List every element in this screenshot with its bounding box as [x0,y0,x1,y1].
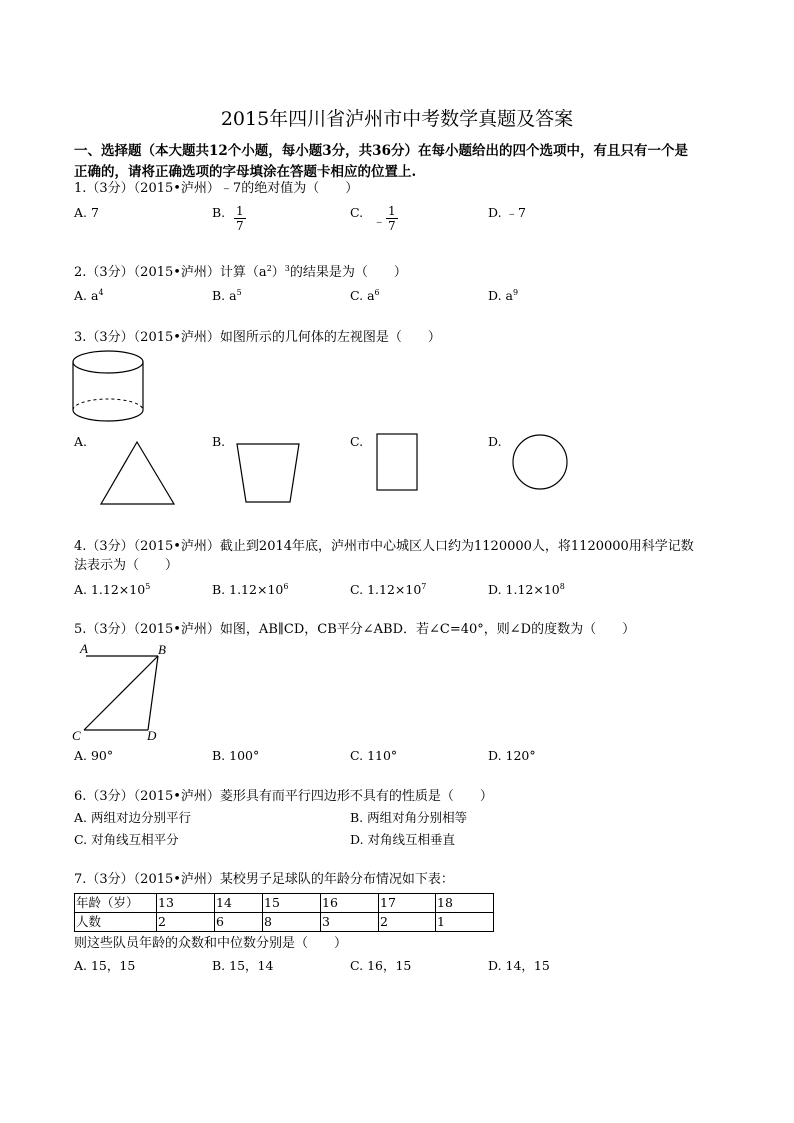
q1-stem: 1.（3分）（2015•泸州）﹣7的绝对值为（ ） [74,181,359,196]
q1-b-numerator: 1 [236,204,244,218]
q7-option-a: A. 15，15 [74,958,136,973]
q2-stem-sup2: 3 [284,264,290,273]
q4-b-sup: 6 [283,582,289,591]
q3-stem: 3.（3分）（2015•泸州）如图所示的几何体的左视图是（ ） [74,330,441,345]
q3-option-a-letter: A. [74,434,88,449]
section-heading-line2: 正确的，请将正确选项的字母填涂在答题卡相应的位置上. [74,164,417,180]
triangle-figure [100,441,176,505]
q2-d-text: D. a [488,288,513,303]
q6-stem: 6.（3分）（2015•泸州）菱形具有而平行四边形不具有的性质是（ ） [74,789,493,804]
q4-option-d [488,581,565,599]
q2-a-sup: 4 [98,288,104,297]
age-distribution-table [74,893,494,932]
q7-option-d: D. 14，15 [488,958,550,973]
q3-option-b-letter: B. [212,434,226,449]
q1-option-c-fraction [386,204,398,233]
table-cell: 15 [263,894,321,913]
document-title: 2015年四川省泸州市中考数学真题及答案 [220,108,574,130]
table-cell: 14 [215,894,263,913]
q1-option-b-fraction [234,204,246,233]
table-row [75,913,494,932]
q2-b-text: B. a [212,288,237,303]
q3-option-d-letter: D. [488,434,502,449]
q7-option-b: B. 15，14 [212,958,274,973]
q2-stem-post: 的结果是为（ ） [289,265,407,280]
q1-option-c-sign: ﹣ [373,213,386,228]
q7-option-c: C. 16，15 [350,958,412,973]
q2-stem [74,264,407,282]
q2-stem-sup1: 2 [266,264,272,273]
q4-a-sup: 5 [145,582,151,591]
section-heading-line1: 一、选择题（本大题共12个小题，每小题3分，共36分）在每小题给出的四个选项中，有且只有一个是 [74,143,688,159]
q6-option-c: C. 对角线互相平分 [74,832,179,847]
q4-c-text: C. 1.12×10 [350,582,422,597]
q4-option-b [212,581,288,599]
q1-option-c-letter: C. [350,205,364,220]
q2-c-text: C. a [350,288,375,303]
q4-b-text: B. 1.12×10 [212,582,284,597]
q6-option-b: B. 两组对角分别相等 [350,810,468,825]
q1-option-d: D. ﹣7 [488,205,526,220]
table-cell: 2 [379,913,436,932]
q1-b-denominator: 7 [236,219,244,233]
q5-label-d: D [147,728,157,743]
q2-stem-mid: ） [271,265,285,280]
q1-option-a: A. 7 [74,205,99,220]
parallel-lines-figure [72,640,176,746]
table-cell: 17 [379,894,436,913]
cylinder-figure [72,350,146,426]
q5-label-a: A [80,641,88,656]
table-cell: 年龄（岁） [75,894,157,913]
q2-a-text: A. a [74,288,99,303]
table-row [75,894,494,913]
table-cell: 2 [157,913,215,932]
q5-option-d: D. 120° [488,748,536,763]
q2-stem-pre: 2.（3分）（2015•泸州）计算（a [74,265,267,280]
circle-figure [511,433,569,491]
table-cell: 1 [436,913,494,932]
q4-d-sup: 8 [559,582,565,591]
trapezoid-figure [236,443,300,503]
table-cell: 18 [436,894,494,913]
q4-a-text: A. 1.12×10 [74,582,146,597]
q2-c-sup: 6 [374,288,380,297]
table-cell: 16 [321,894,379,913]
q7-stem: 7.（3分）（2015•泸州）某校男子足球队的年龄分布情况如下表： [74,872,454,887]
q7-question: 则这些队员年龄的众数和中位数分别是（ ） [74,936,348,951]
q5-stem: 5.（3分）（2015•泸州）如图，AB∥CD，CB平分∠ABD．若∠C=40°，则∠D的度数为（ ） [74,622,636,637]
table-cell: 3 [321,913,379,932]
q5-label-b: B [158,642,166,657]
q1-c-denominator: 7 [388,219,396,233]
table-cell: 6 [215,913,263,932]
q2-option-a [74,287,104,305]
q1-option-b-letter: B. [212,205,226,220]
table-cell: 人数 [75,913,157,932]
q4-d-text: D. 1.12×10 [488,582,560,597]
q4-option-c [350,581,426,599]
q5-option-b: B. 100° [212,748,260,763]
table-cell: 8 [263,913,321,932]
q5-option-a: A. 90° [74,748,114,763]
q2-option-c [350,287,380,305]
q5-label-c: C [72,728,81,743]
table-cell: 13 [157,894,215,913]
q2-option-d [488,287,518,305]
q1-c-numerator: 1 [388,204,396,218]
q4-option-a [74,581,150,599]
q6-option-a: A. 两组对边分别平行 [74,810,191,825]
q3-option-c-letter: C. [350,434,364,449]
q5-option-c: C. 110° [350,748,398,763]
q6-option-d: D. 对角线互相垂直 [350,832,456,847]
q2-d-sup: 9 [512,288,519,297]
q4-c-sup: 7 [421,582,427,591]
q4-stem-line1: 4.（3分）（2015•泸州）截止到2014年底，泸州市中心城区人口约为1120000人，将1120000用科学记数 [74,539,694,554]
rectangle-figure [376,433,418,491]
q2-b-sup: 5 [236,288,242,297]
q2-option-b [212,287,242,305]
q4-stem-line2: 法表示为（ ） [74,558,179,573]
